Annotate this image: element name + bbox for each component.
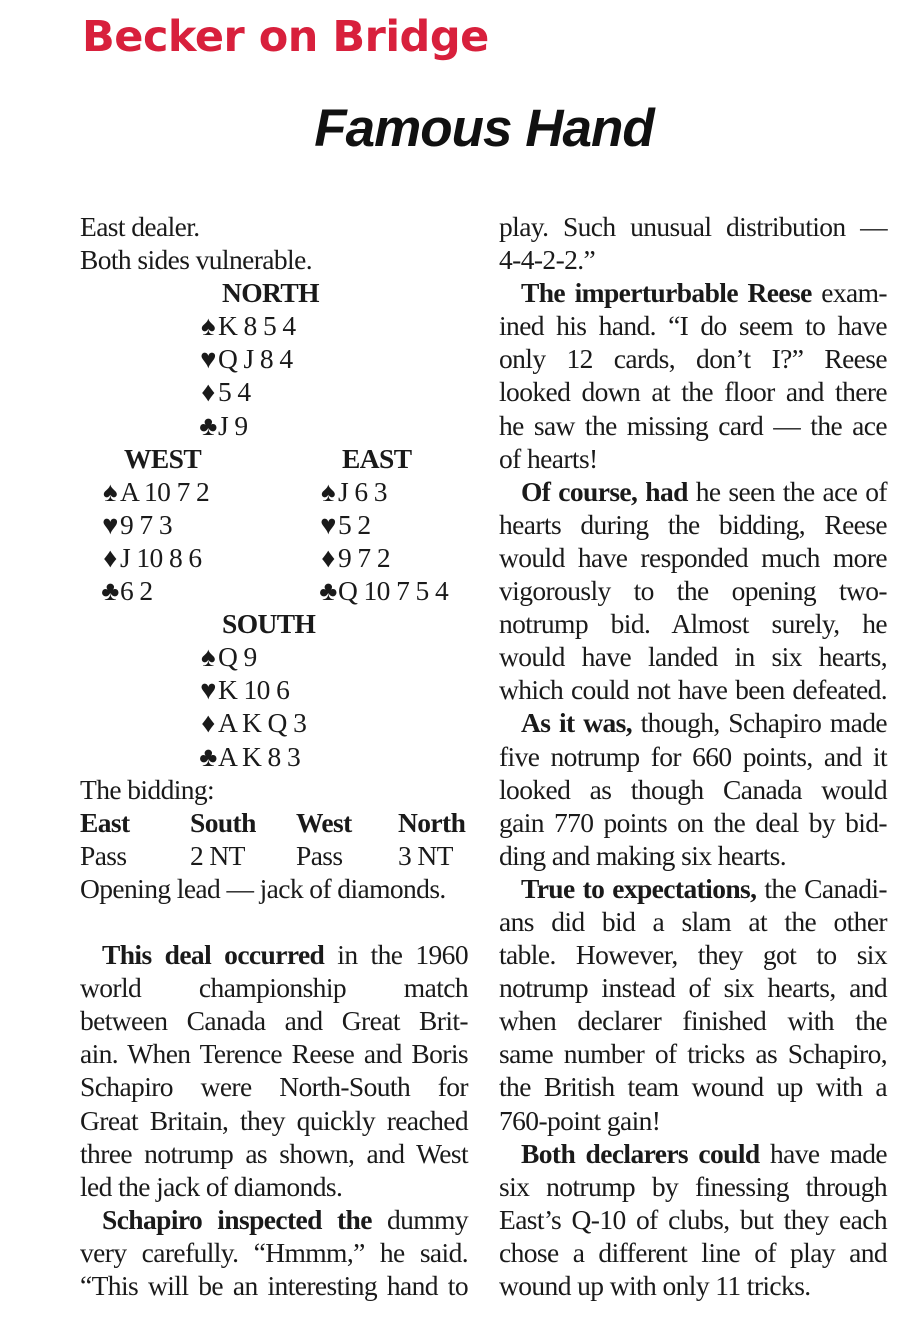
west-label: WEST (124, 442, 202, 474)
paragraph-line: five notrump for 660 points, and it (499, 740, 887, 772)
diamond-icon: ♦ (201, 376, 215, 408)
paragraph-lead: True to expectations, (521, 872, 757, 904)
paragraph-line: Schapiro inspected the dummy (102, 1203, 468, 1235)
paragraph-line: hearts during the bidding, Reese (499, 508, 887, 540)
dealer-line: East dealer. (80, 211, 200, 242)
paragraph-line: play. Such unusual distribution — (499, 211, 887, 242)
club-icon: ♣ (199, 740, 217, 772)
paragraph-line: ans did bid a slam at the other (499, 905, 887, 937)
paragraph-line: 4-4-2-2.” (499, 244, 596, 276)
paragraph-line: ain. When Terence Reese and Boris (80, 1038, 468, 1070)
bidding-header: South (190, 806, 256, 838)
east-spades: J 6 3 (338, 475, 387, 507)
paragraph-line: three notrump as shown, and West (80, 1137, 468, 1169)
paragraph-line: which could not have been defeated. (499, 674, 887, 706)
club-icon: ♣ (319, 575, 337, 607)
paragraph-lead: This deal occurred (102, 939, 325, 971)
west-diamonds: J 10 8 6 (120, 541, 202, 573)
club-icon: ♣ (101, 575, 119, 607)
paragraph-line: Both declarers could have made (521, 1137, 887, 1169)
paragraph-line: would have responded much more (499, 541, 887, 573)
south-hearts: K 10 6 (218, 674, 290, 706)
paragraph-line: ined his hand. “I do seem to have (499, 310, 887, 342)
paragraph-line: gain 770 points on the deal by bid- (499, 806, 887, 838)
north-clubs: J 9 (218, 409, 248, 441)
south-spades: Q 9 (218, 641, 257, 673)
north-label: NORTH (222, 277, 319, 309)
paragraph-line: between Canada and Great Brit- (80, 1005, 468, 1037)
paragraph-line: notrump bid. Almost surely, he (499, 608, 887, 640)
paragraph-line: table. However, they got to six (499, 939, 887, 971)
paragraph-line: Of course, had he seen the ace of (521, 475, 887, 507)
club-icon: ♣ (199, 409, 217, 441)
paragraph-line: looked down at the floor and there (499, 376, 887, 408)
diamond-icon: ♦ (321, 541, 335, 573)
paragraph-line: when declarer finished with the (499, 1005, 887, 1037)
paragraph-line: The imperturbable Reese exam- (521, 277, 887, 309)
east-hearts: 5 2 (338, 508, 371, 540)
diamond-icon: ♦ (201, 707, 215, 739)
paragraph-lead: Schapiro inspected the (102, 1203, 372, 1235)
south-clubs: A K 8 3 (218, 740, 301, 772)
heart-icon: ♥ (102, 508, 118, 540)
heart-icon: ♥ (200, 674, 216, 706)
heart-icon: ♥ (320, 508, 336, 540)
column-brand-title: Becker on Bridge (82, 12, 489, 62)
west-hearts: 9 7 3 (120, 508, 173, 540)
paragraph-lead: As it was, (521, 707, 632, 739)
east-label: EAST (342, 442, 412, 474)
paragraph-line: ding and making six hearts. (499, 839, 787, 871)
east-diamonds: 9 7 2 (338, 541, 391, 573)
bidding-call: Pass (296, 839, 343, 871)
north-hearts: Q J 8 4 (218, 343, 293, 375)
opening-lead: Opening lead — jack of diamonds. (80, 872, 446, 904)
paragraph-line: As it was, though, Schapiro made (521, 707, 888, 739)
paragraph-line: he saw the missing card — the ace (499, 409, 887, 441)
paragraph-line: would have landed in six hearts, (499, 641, 887, 673)
paragraph-line: of hearts! (499, 442, 598, 474)
paragraph-lead: The imperturbable Reese (521, 277, 812, 309)
bidding-label: The bidding: (80, 773, 215, 805)
paragraph-line: world championship match (80, 972, 468, 1004)
heart-icon: ♥ (200, 343, 216, 375)
paragraph-line: This deal occurred in the 1960 (102, 939, 468, 971)
spade-icon: ♠ (200, 310, 215, 342)
paragraph-line: chose a different line of play and (499, 1236, 887, 1268)
bidding-call: Pass (80, 839, 127, 871)
bidding-calls-row (80, 839, 468, 872)
left-column (80, 210, 468, 1302)
paragraph-line: “This will be an interesting hand to (80, 1270, 468, 1301)
west-clubs: 6 2 (120, 575, 153, 607)
paragraph-lead: Of course, had (521, 475, 688, 507)
paragraph-line: very carefully. “Hmmm,” he said. (80, 1236, 468, 1268)
bidding-header: West (296, 806, 352, 838)
paragraph-line: only 12 cards, don’t I?” Reese (499, 343, 887, 375)
paragraph-line: wound up with only 11 tricks. (499, 1270, 811, 1301)
paragraph-line: six notrump by finessing through (499, 1170, 887, 1202)
spade-icon: ♠ (102, 475, 117, 507)
paragraph-line: East’s Q-10 of clubs, but they each (499, 1203, 887, 1235)
article-headline: Famous Hand (314, 99, 654, 158)
paragraph-line: notrump instead of six hearts, and (499, 972, 887, 1004)
paragraph-lead: Both declarers could (521, 1137, 760, 1169)
paragraph-line: 760-point gain! (499, 1104, 661, 1136)
paragraph-line: Schapiro were North-South for (80, 1071, 468, 1103)
spade-icon: ♠ (320, 475, 335, 507)
bidding-header: East (80, 806, 130, 838)
paragraph-line: True to expectations, the Canadi- (521, 872, 887, 904)
east-clubs: Q 10 7 5 4 (338, 575, 449, 607)
diamond-icon: ♦ (103, 541, 117, 573)
paragraph-line: led the jack of diamonds. (80, 1170, 343, 1202)
south-diamonds: A K Q 3 (218, 707, 307, 739)
paragraph-line: the British team wound up with a (499, 1071, 887, 1103)
north-diamonds: 5 4 (218, 376, 251, 408)
paragraph-line: looked as though Canada would (499, 773, 887, 805)
bidding-call: 3 NT (398, 839, 453, 871)
west-spades: A 10 7 2 (120, 475, 210, 507)
paragraph-line: vigorously to the opening two- (499, 575, 887, 607)
bidding-header: North (398, 806, 466, 838)
south-label: SOUTH (222, 608, 316, 640)
spade-icon: ♠ (200, 641, 215, 673)
north-spades: K 8 5 4 (218, 310, 296, 342)
paragraph-line: Great Britain, they quickly reached (80, 1104, 468, 1136)
paragraph-line: same number of tricks as Schapiro, (499, 1038, 887, 1070)
right-column (499, 210, 887, 1302)
bidding-call: 2 NT (190, 839, 245, 871)
bidding-header-row (80, 806, 468, 839)
vulnerability-line: Both sides vulnerable. (80, 244, 312, 276)
